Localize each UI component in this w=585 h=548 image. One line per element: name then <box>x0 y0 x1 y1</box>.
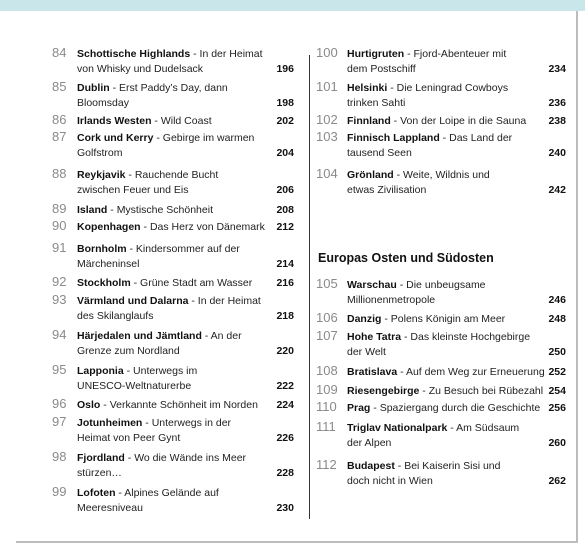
entry-text: Härjedalen und Jämtland - An der Grenze zum Nordland <box>77 330 242 357</box>
entry-text: Bornholm - Kindersommer auf der Märcheninsel <box>77 243 240 270</box>
entry-page-number: 252 <box>548 366 566 378</box>
entry-subtitle: Erst Paddy’s Day, dann <box>119 82 228 94</box>
section-title: Europas Osten und Südosten <box>318 251 494 265</box>
entry-text: Cork und Kerry - Gebirge im warmen Golfstrom <box>77 132 255 159</box>
entry-text: Bratislava - Auf dem Weg zur Erneuerung <box>347 366 545 378</box>
entry-title: Hurtigruten <box>347 48 405 60</box>
entry-number: 91 <box>52 240 67 255</box>
entry-subtitle: Die unbeugsame <box>406 279 486 291</box>
entry-page-number: 220 <box>276 345 294 357</box>
entry-title: Island <box>77 204 108 216</box>
entry-title: Stockholm <box>77 277 131 289</box>
entry-number: 87 <box>52 129 67 144</box>
entry-text: Budapest - Bei Kaiserin Sisi und doch nicht in Wien <box>347 460 501 487</box>
entry-subtitle-continued: Millionenmetropole <box>347 294 436 306</box>
entry-text: Lofoten - Alpines Gelände auf Meeresniveau <box>77 487 219 514</box>
entry-title: Finnisch Lappland <box>347 132 440 144</box>
entry-number: 88 <box>52 166 67 181</box>
entry-subtitle: In der Heimat <box>199 48 263 60</box>
entry-subtitle: Wo die Wände ins Meer <box>134 452 247 464</box>
entry-title: Lofoten <box>77 487 116 499</box>
entry-number: 101 <box>316 79 338 94</box>
entry-title: Hohe Tatra <box>347 331 402 343</box>
entry-title: Finnland <box>347 115 391 127</box>
entry-subtitle-continued: Grenze zum Nordland <box>77 345 180 357</box>
entry-subtitle: Kindersommer auf der <box>135 243 240 255</box>
entry-title: Bornholm <box>77 243 127 255</box>
entry-title: Kopenhagen <box>77 221 141 233</box>
entry-page-number: 238 <box>548 115 566 127</box>
entry-number: 110 <box>316 399 337 414</box>
entry-subtitle: Das kleinste Hochgebirge <box>410 331 531 343</box>
entry-text: Riesengebirge - Zu Besuch bei Rübezahl <box>347 385 544 397</box>
entry-subtitle: Polens Königin am Meer <box>390 313 506 325</box>
entry-page-number: 250 <box>548 346 566 358</box>
entry-subtitle: Gebirge im warmen <box>162 132 255 144</box>
entry-subtitle: Unterwegs im <box>133 365 198 377</box>
entry-subtitle: Unterwegs in der <box>151 417 232 429</box>
entry-title: Grönland <box>347 169 394 181</box>
entry-page-number: 236 <box>548 97 566 109</box>
entry-page-number: 260 <box>548 437 566 449</box>
entry-number: 93 <box>52 292 67 307</box>
entry-text: Prag - Spaziergang durch die Geschichte <box>347 402 541 414</box>
entry-page-number: 208 <box>276 204 294 216</box>
entry-subtitle: Fjord-Abenteuer mit <box>413 48 507 60</box>
entry-text: Helsinki - Die Leningrad Cowboys trinken Sahti <box>347 82 509 109</box>
entry-subtitle: Zu Besuch bei Rübezahl <box>428 385 544 397</box>
entry-number: 106 <box>316 310 338 325</box>
entry-number: 94 <box>52 327 67 342</box>
entry-text: Grönland - Weite, Wildnis und etwas Zivilisation <box>347 169 490 196</box>
entry-subtitle-continued: trinken Sahti <box>347 97 406 109</box>
entry-title: Irlands Westen <box>77 115 152 127</box>
entry-text: Danzig - Polens Königin am Meer <box>347 313 506 325</box>
entry-title: Cork und Kerry <box>77 132 154 144</box>
column-divider <box>309 55 310 519</box>
entry-number: 107 <box>316 328 338 343</box>
entry-number: 104 <box>316 166 338 181</box>
entry-title: Riesengebirge <box>347 385 420 397</box>
entry-subtitle-continued: Meeresniveau <box>77 502 143 514</box>
entry-page-number: 228 <box>276 467 294 479</box>
entry-title: Schottische Highlands <box>77 48 191 60</box>
entry-page-number: 222 <box>276 380 294 392</box>
entry-page-number: 224 <box>276 399 294 411</box>
entry-page-number: 262 <box>548 475 566 487</box>
entry-title: Triglav Nationalpark <box>347 422 448 434</box>
entry-page-number: 248 <box>548 313 566 325</box>
entry-subtitle: In der Heimat <box>197 295 261 307</box>
entry-page-number: 204 <box>276 147 294 159</box>
entry-page-number: 254 <box>548 385 566 397</box>
entry-text: Fjordland - Wo die Wände ins Meer stürzen… <box>77 452 247 479</box>
entry-page-number: 196 <box>276 63 294 75</box>
entry-number: 99 <box>52 484 67 499</box>
entry-subtitle-continued: etwas Zivilisation <box>347 184 427 196</box>
entry-text: Finnisch Lappland - Das Land der tausend Seen <box>347 132 513 159</box>
entry-subtitle: Wild Coast <box>160 115 212 127</box>
entry-subtitle: Alpines Gelände auf <box>124 487 219 499</box>
entry-page-number: 226 <box>276 432 294 444</box>
entry-text: Jotunheimen - Unterwegs in der Heimat von Peer Gynt <box>77 417 232 444</box>
entry-subtitle-continued: UNESCO-Weltnaturerbe <box>77 380 192 392</box>
entry-title: Danzig <box>347 313 382 325</box>
entry-subtitle-continued: doch nicht in Wien <box>347 475 433 487</box>
entry-number: 97 <box>52 414 67 429</box>
entry-subtitle: Bei Kaiserin Sisi und <box>404 460 501 472</box>
entry-page-number: 218 <box>276 310 294 322</box>
entry-page-number: 202 <box>276 115 294 127</box>
entry-subtitle: Auf dem Weg zur Erneuerung <box>405 366 545 378</box>
entry-subtitle: Das Land der <box>449 132 513 144</box>
entry-text: Kopenhagen - Das Herz von Dänemark <box>77 221 265 233</box>
entry-number: 103 <box>316 129 338 144</box>
entry-number: 105 <box>316 276 338 291</box>
entry-page-number: 216 <box>276 277 294 289</box>
entry-subtitle: Spaziergang durch die Geschichte <box>379 402 541 414</box>
entry-number: 86 <box>52 112 67 127</box>
entry-title: Jotunheimen <box>77 417 143 429</box>
entry-subtitle: Von der Loipe in die Sauna <box>400 115 527 127</box>
entry-page-number: 212 <box>276 221 294 233</box>
entry-number: 95 <box>52 362 67 377</box>
entry-subtitle: Grüne Stadt am Wasser <box>140 277 253 289</box>
entry-title: Budapest <box>347 460 395 472</box>
entry-text: Schottische Highlands - In der Heimat von Whisky und Dudelsack <box>77 48 263 75</box>
entry-subtitle-continued: der Alpen <box>347 437 392 449</box>
entry-page-number: 230 <box>276 502 294 514</box>
entry-subtitle-continued: zwischen Feuer und Eis <box>77 184 189 196</box>
entry-subtitle: Am Südsaum <box>456 422 520 434</box>
entry-page-number: 198 <box>276 97 294 109</box>
entry-number: 89 <box>52 201 67 216</box>
entry-number: 84 <box>52 45 67 60</box>
entry-title: Värmland und Dalarna <box>77 295 189 307</box>
entry-number: 109 <box>316 382 338 397</box>
entry-title: Helsinki <box>347 82 388 94</box>
entry-title: Lapponia <box>77 365 124 377</box>
entry-subtitle: Die Leningrad Cowboys <box>396 82 509 94</box>
entry-page-number: 206 <box>276 184 294 196</box>
entry-subtitle: Mystische Schönheit <box>116 204 213 216</box>
entry-title: Härjedalen und Jämtland <box>77 330 202 342</box>
entry-subtitle-continued: von Whisky und Dudelsack <box>77 63 204 75</box>
entry-number: 90 <box>52 218 67 233</box>
entry-number: 85 <box>52 79 67 94</box>
entry-subtitle-continued: dem Postschiff <box>347 63 416 75</box>
toc-page <box>16 11 578 543</box>
entry-page-number: 246 <box>548 294 566 306</box>
entry-subtitle: An der <box>210 330 242 342</box>
entry-text: Irlands Westen - Wild Coast <box>77 115 212 127</box>
entry-subtitle: Rauchende Bucht <box>134 169 219 181</box>
entry-text: Triglav Nationalpark - Am Südsaum der Alpen <box>347 422 520 449</box>
entry-page-number: 242 <box>548 184 566 196</box>
entry-text: Warschau - Die unbeugsame Millionenmetropole <box>347 279 486 306</box>
entry-subtitle-continued: Märcheninsel <box>77 258 140 270</box>
entry-text: Oslo - Verkannte Schönheit im Norden <box>77 399 258 411</box>
entry-number: 92 <box>52 274 67 289</box>
entry-subtitle: Weite, Wildnis und <box>403 169 490 181</box>
entry-text: Hohe Tatra - Das kleinste Hochgebirge der Welt <box>347 331 531 358</box>
entry-number: 111 <box>316 419 336 434</box>
entry-title: Fjordland <box>77 452 125 464</box>
entry-page-number: 234 <box>548 63 566 75</box>
entry-subtitle: Das Herz von Dänemark <box>149 221 265 233</box>
entry-text: Reykjavik - Rauchende Bucht zwischen Feuer und Eis <box>77 169 219 196</box>
entry-subtitle-continued: tausend Seen <box>347 147 412 159</box>
entry-number: 108 <box>316 363 338 378</box>
entry-title: Reykjavik <box>77 169 126 181</box>
entry-subtitle-continued: stürzen… <box>77 467 122 479</box>
entry-title: Prag <box>347 402 371 414</box>
entry-text: Finnland - Von der Loipe in die Sauna <box>347 115 527 127</box>
entry-title: Oslo <box>77 399 101 411</box>
entry-number: 112 <box>316 457 337 472</box>
entry-subtitle-continued: Bloomsday <box>77 97 129 109</box>
entry-subtitle-continued: Heimat von Peer Gynt <box>77 432 181 444</box>
entry-page-number: 214 <box>276 258 294 270</box>
entry-text: Dublin - Erst Paddy’s Day, dann Bloomsday <box>77 82 228 109</box>
top-color-band <box>0 0 585 11</box>
entry-number: 100 <box>316 45 338 60</box>
entry-text: Hurtigruten - Fjord-Abenteuer mit dem Postschiff <box>347 48 507 75</box>
entry-number: 96 <box>52 396 67 411</box>
entry-subtitle-continued: der Welt <box>347 346 386 358</box>
entry-text: Värmland und Dalarna - In der Heimat des Skilanglaufs <box>77 295 261 322</box>
entry-title: Warschau <box>347 279 397 291</box>
entry-number: 98 <box>52 449 67 464</box>
entry-text: Stockholm - Grüne Stadt am Wasser <box>77 277 253 289</box>
entry-page-number: 256 <box>548 402 566 414</box>
entry-title: Dublin <box>77 82 110 94</box>
entry-subtitle: Verkannte Schönheit im Norden <box>109 399 258 411</box>
entry-subtitle-continued: des Skilanglaufs <box>77 310 154 322</box>
entry-number: 102 <box>316 112 338 127</box>
entry-text: Island - Mystische Schönheit <box>77 204 213 216</box>
entry-page-number: 240 <box>548 147 566 159</box>
entry-subtitle-continued: Golfstrom <box>77 147 123 159</box>
entry-title: Bratislava <box>347 366 398 378</box>
entry-text: Lapponia - Unterwegs im UNESCO-Weltnaturerbe <box>77 365 198 392</box>
